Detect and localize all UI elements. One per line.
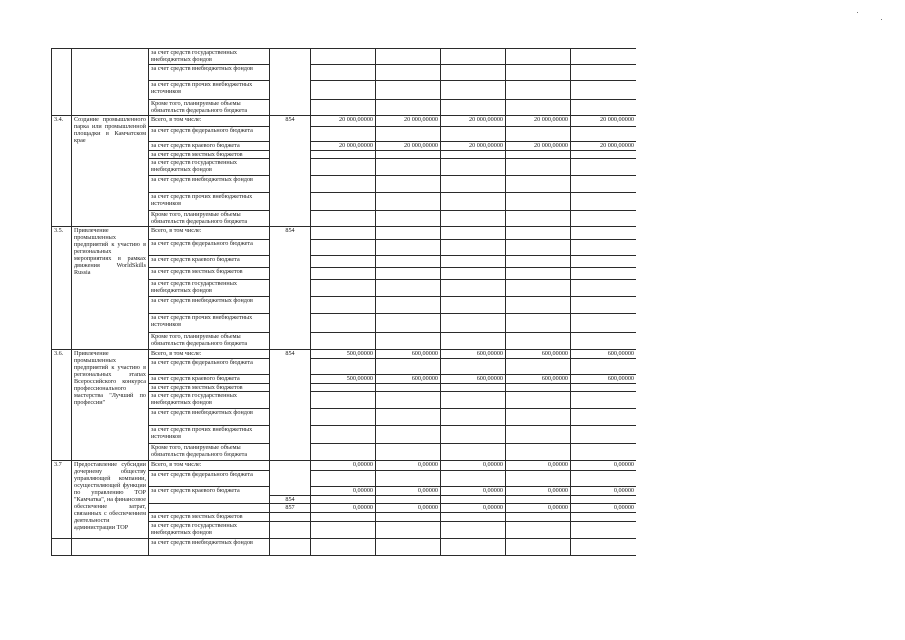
value-cell: 600,00000 [376,375,441,384]
value-cell: 20 000,00000 [376,116,441,127]
value-cell: 20 000,00000 [571,116,637,127]
source-cell: за счет средств федерального бюджета [149,359,270,375]
section-title: Привлечение промышленных предприятий к участию в региональных этапах Всероссийского конкурса профессионального мастерства "Лучший по профессии" [72,350,149,461]
value-cell: 0,00000 [311,461,376,471]
source-cell: за счет средств краевого бюджета [149,142,270,151]
section-title: Предоставление субсидии дочернему обществу управляющей компании, осуществляющей функции по управлению ТОР "Камчатка", на финансовое обеспечение затрат, связанных с обеспечением деятельности администрации ТОР [72,461,149,539]
source-cell: Кроме того, планируемые объемы обязательств федерального бюджета [149,333,270,350]
table-row [52,116,637,127]
section-title: Привлечение промышленных предприятий к участию в региональных мероприятиях в рамках движения WorldSkills Russia [72,227,149,350]
source-cell: за счет средств внебюджетных фондов [149,409,270,426]
source-cell: Всего, в том числе: [149,116,270,127]
source-cell: за счет средств государственных внебюджетных фондов [149,392,270,409]
value-cell: 600,00000 [571,375,637,384]
index-cell [52,49,72,116]
source-cell: за счет средств государственных внебюджетных фондов [149,159,270,176]
source-cell: Всего, в том числе: [149,227,270,240]
source-cell: за счет средств краевого бюджета [149,375,270,384]
budget-code: 854 [270,116,311,227]
section-title: Создание промышленного парка или промышленной площадки в Камчатском крае [72,116,149,227]
value-cell: 0,00000 [311,504,376,513]
source-cell: за счет средств местных бюджетов [149,384,270,392]
source-cell: за счет средств государственных внебюджетных фондов [149,280,270,297]
budget-table [51,48,636,556]
value-cell: 0,00000 [376,487,441,496]
value-cell: 600,00000 [506,375,571,384]
budget-code: 857 [270,504,311,513]
source-cell: за счет средств прочих внебюджетных источников [149,426,270,444]
section-index: 3.7 [52,461,72,539]
value-cell: 500,00000 [311,350,376,359]
value-cell: 0,00000 [376,461,441,471]
source-cell: за счет средств внебюджетных фондов [149,539,270,556]
value-cell: 600,00000 [571,350,637,359]
source-cell: за счет средств федерального бюджета [149,127,270,142]
value-cell: 20 000,00000 [441,142,506,151]
value-cell: 0,00000 [506,487,571,496]
source-cell: Кроме того, планируемые объемы обязательств федерального бюджета [149,444,270,461]
value-cell: 20 000,00000 [311,142,376,151]
value-cell: 0,00000 [376,504,441,513]
source-cell: за счет средств государственных внебюджетных фондов [149,49,270,65]
table-row [52,539,637,556]
table-row [52,49,637,65]
source-cell: за счет средств местных бюджетов [149,268,270,280]
source-cell: за счет средств прочих внебюджетных источников [149,81,270,100]
value-cell: 20 000,00000 [571,142,637,151]
value-cell: 0,00000 [441,487,506,496]
table-row [52,461,637,471]
value-cell: 0,00000 [441,504,506,513]
section-index: 3.5. [52,227,72,350]
source-cell: за счет средств местных бюджетов [149,151,270,159]
table-row [52,350,637,359]
value-cell: 0,00000 [311,487,376,496]
value-cell: 600,00000 [441,350,506,359]
section-index: 3.6. [52,350,72,461]
source-cell: за счет средств федерального бюджета [149,471,270,487]
value-cell: 0,00000 [506,504,571,513]
document-page [51,48,636,578]
value-cell: 20 000,00000 [376,142,441,151]
source-cell: Всего, в том числе: [149,350,270,359]
table-row [52,227,637,240]
source-cell: Кроме того, планируемые объемы обязательств федерального бюджета [149,211,270,227]
source-cell: за счет средств краевого бюджета [149,256,270,268]
source-cell: за счет средств внебюджетных фондов [149,65,270,81]
value-cell: 0,00000 [571,504,637,513]
source-cell: за счет средств местных бюджетов [149,513,270,522]
value-cell: 0,00000 [441,461,506,471]
source-cell [149,504,270,513]
source-cell: за счет средств государственных внебюджетных фондов [149,522,270,539]
value-cell: 20 000,00000 [311,116,376,127]
source-cell: Всего, в том числе: [149,461,270,471]
code-cell [270,49,311,116]
value-cell: 0,00000 [571,461,637,471]
budget-code [270,461,311,496]
source-cell: Кроме того, планируемые объемы обязательств федерального бюджета [149,100,270,116]
source-cell: за счет средств внебюджетных фондов [149,176,270,193]
value-cell: 500,00000 [311,375,376,384]
budget-code: 854 [270,350,311,461]
value-cell: 20 000,00000 [506,116,571,127]
title-cell [72,49,149,116]
budget-code: 854 [270,227,311,350]
value-cell: 20 000,00000 [506,142,571,151]
scan-speck [881,19,882,20]
scan-speck [857,12,858,13]
budget-code: 854 [270,496,311,504]
value-cell: 600,00000 [506,350,571,359]
value-cell: 600,00000 [376,350,441,359]
source-cell: за счет средств прочих внебюджетных источников [149,314,270,333]
value-cell: 600,00000 [441,375,506,384]
source-cell: за счет средств внебюджетных фондов [149,297,270,314]
source-cell: за счет средств краевого бюджета [149,487,270,504]
value-cell: 0,00000 [571,487,637,496]
value-cell: 0,00000 [506,461,571,471]
source-cell: за счет средств федерального бюджета [149,240,270,256]
value-cell: 20 000,00000 [441,116,506,127]
source-cell: за счет средств прочих внебюджетных источников [149,193,270,211]
section-index: 3.4. [52,116,72,227]
